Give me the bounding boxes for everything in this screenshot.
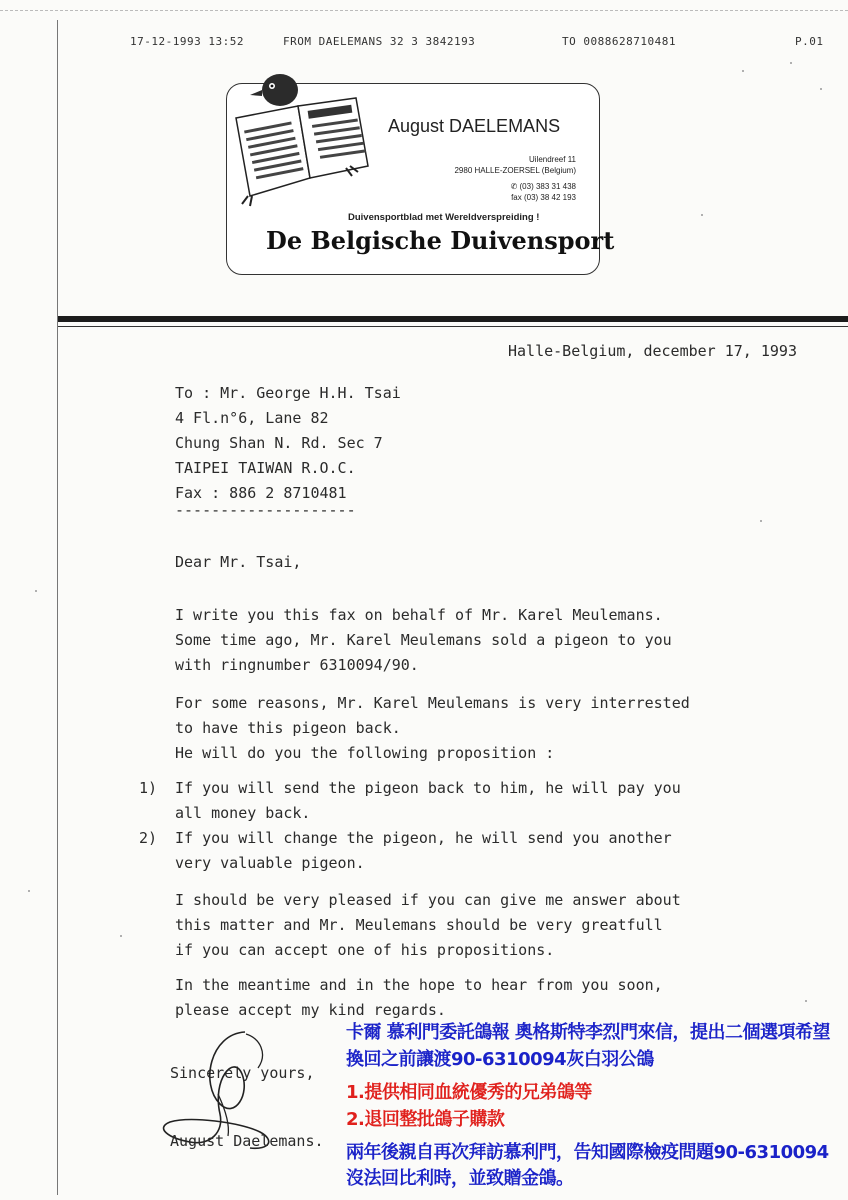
body-line: If you will change the pigeon, he will send you another — [175, 829, 672, 847]
body-line: very valuable pigeon. — [175, 854, 365, 872]
closing: Sincerely yours, — [170, 1064, 315, 1082]
fax-noise — [742, 70, 744, 72]
body-line: I write you this fax on behalf of Mr. Karel Meulemans. — [175, 606, 663, 624]
fax-noise — [805, 1000, 807, 1002]
signature-name: August Daelemans. — [170, 1132, 324, 1150]
fax-noise — [820, 88, 822, 90]
letterhead-fax: fax (03) 38 42 193 — [511, 193, 576, 202]
letterhead-city: 2980 HALLE-ZOERSEL (Belgium) — [454, 166, 576, 175]
pigeon-newspaper-logo — [228, 68, 388, 218]
letterhead-divider-thick — [58, 316, 848, 322]
body-line: In the meantime and in the hope to hear from you soon, — [175, 976, 663, 994]
letterhead-phone: ✆ (03) 383 31 438 — [510, 182, 576, 191]
annotation-line: 沒法回比利時，並致贈金鴿。 — [346, 1168, 574, 1189]
recipient-line: To : Mr. George H.H. Tsai — [175, 384, 401, 402]
body-line: all money back. — [175, 804, 311, 822]
letterhead-tagline: Duivensportblad met Wereldverspreiding ! — [348, 212, 540, 223]
recipient-underline: -------------------- — [175, 501, 356, 519]
body-line: Some time ago, Mr. Karel Meulemans sold a pigeon to you — [175, 631, 672, 649]
annotation-line: 1.提供相同血統優秀的兄弟鴿等 — [346, 1082, 592, 1103]
body-line: to have this pigeon back. — [175, 719, 401, 737]
fax-noise — [760, 520, 762, 522]
body-line: with ringnumber 6310094/90. — [175, 656, 419, 674]
annotation-line: 卡爾 慕利門委託鴿報 奧格斯特李烈門來信，提出二個選項希望 — [346, 1022, 831, 1043]
fax-to: TO 0088628710481 — [562, 35, 676, 48]
letterhead-masthead: De Belgische Duivensport — [266, 226, 615, 255]
list-number: 2) — [139, 829, 158, 847]
fax-noise — [120, 935, 122, 937]
salutation: Dear Mr. Tsai, — [175, 553, 302, 571]
recipient-line: 4 Fl.n°6, Lane 82 — [175, 409, 329, 427]
fax-top-edge — [0, 10, 848, 11]
fax-noise — [701, 214, 703, 216]
letterhead-name: August DAELEMANS — [388, 116, 561, 136]
fax-transmission-header — [0, 35, 848, 55]
body-line: He will do you the following proposition : — [175, 744, 555, 762]
fax-noise — [28, 890, 30, 892]
fax-left-margin-line — [57, 20, 58, 1195]
annotation-line: 兩年後親自再次拜訪慕利門，告知國際檢疫問題90-6310094 — [346, 1142, 829, 1163]
recipient-line: TAIPEI TAIWAN R.O.C. — [175, 459, 356, 477]
body-line: if you can accept one of his propositions. — [175, 941, 555, 959]
letterhead-street: Uilendreef 11 — [529, 155, 576, 164]
fax-noise — [790, 62, 792, 64]
body-line: If you will send the pigeon back to him, he will pay you — [175, 779, 681, 797]
list-number: 1) — [139, 779, 158, 797]
letter-dateline: Halle-Belgium, december 17, 1993 — [508, 342, 797, 360]
fax-from: FROM DAELEMANS 32 3 3842193 — [283, 35, 476, 48]
annotation-line: 2.退回整批鴿子購款 — [346, 1109, 505, 1130]
recipient-line: Chung Shan N. Rd. Sec 7 — [175, 434, 383, 452]
fax-noise — [35, 590, 37, 592]
body-line: For some reasons, Mr. Karel Meulemans is very interrested — [175, 694, 690, 712]
body-line: I should be very pleased if you can give me answer about — [175, 891, 681, 909]
letterhead-divider-thin — [58, 326, 848, 327]
body-line: this matter and Mr. Meulemans should be very greatfull — [175, 916, 663, 934]
fax-datetime: 17-12-1993 13:52 — [130, 35, 244, 48]
recipient-fax-line: Fax : 886 2 8710481 — [175, 484, 347, 502]
annotation-line: 換回之前讓渡90-6310094灰白羽公鴿 — [346, 1049, 654, 1070]
body-line: please accept my kind regards. — [175, 1001, 446, 1019]
fax-page-number: P.01 — [795, 35, 824, 48]
